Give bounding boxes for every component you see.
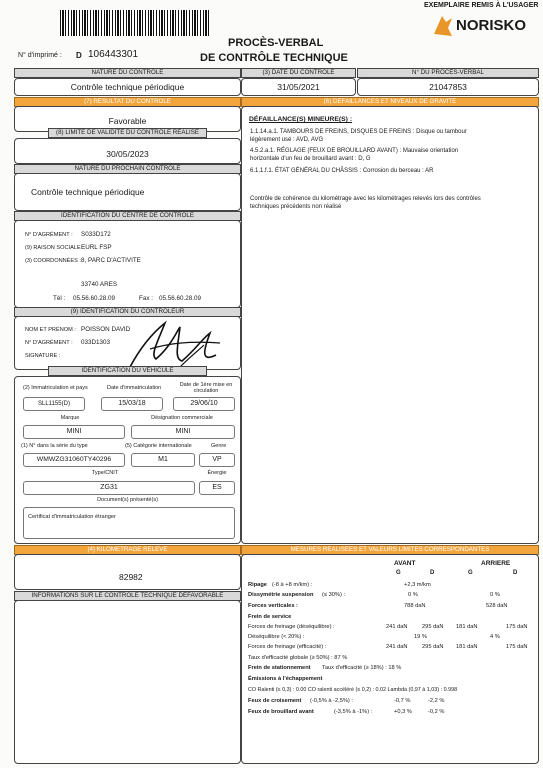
info-defav-box	[14, 600, 241, 764]
controleur-agrement-label: N° D'AGRÉMENT :	[25, 340, 73, 346]
date-first-label: Date de 1ère mise en circulation	[179, 382, 233, 394]
designation-value: MINI	[131, 425, 235, 439]
centre-coord-label: (3) COORDONNÉES :	[25, 258, 81, 264]
prochain-header: NATURE DU PROCHAIN CONTRÔLE	[14, 164, 241, 174]
documents-label: Document(s) présenté(s)	[97, 497, 158, 503]
defaillances-header: (6) DÉFAILLANCES ET NIVEAUX DE GRAVITÉ	[241, 97, 539, 107]
defaillances-title: DÉFAILLANCE(S) MINEURE(S) :	[249, 116, 353, 123]
signature-label: SIGNATURE :	[25, 353, 61, 359]
avant-g: G	[396, 570, 401, 576]
feff-ard: 175 daN	[506, 644, 528, 650]
validite-value: 30/05/2023	[106, 149, 149, 159]
brand-name: NORISKO	[456, 17, 527, 34]
deseq-label: Déséquilibre (< 20%) :	[248, 634, 305, 640]
date-controle-box	[241, 78, 356, 96]
energie-value: ES	[199, 481, 235, 495]
fdes-arg: 181 daN	[456, 624, 478, 630]
emis-row	[248, 675, 536, 683]
crois-limit: (-0,5% à -2,5%) :	[310, 698, 353, 704]
forces-avant: 788 daN	[404, 603, 426, 609]
forces-arriere: 528 daN	[486, 603, 508, 609]
resultat-value: Favorable	[108, 116, 147, 126]
taux-label: Taux d'efficacité globale (≥ 50%) : 87 %	[248, 655, 348, 661]
feff-row	[248, 643, 536, 651]
printed-letter: D	[76, 51, 82, 60]
title-line1: PROCÈS-VERBAL	[228, 37, 324, 49]
date-first-value: 29/06/10	[173, 397, 235, 411]
nature-header: NATURE DU CONTRÔLE	[14, 68, 241, 78]
defaillance-3-line1: 6.1.1.f.1. ÉTAT GÉNÉRAL DU CHÂSSIS : Corrosion du berceau : AR	[250, 168, 434, 174]
genre-value: VP	[199, 453, 235, 467]
controleur-agrement: 033D1303	[81, 339, 111, 346]
immat-value: SLL1155(D)	[23, 397, 85, 411]
centre-raison-label: (9) RAISON SOCIALE :	[25, 245, 84, 251]
feff-arg: 181 daN	[456, 644, 478, 650]
vehicule-box	[14, 376, 241, 544]
avant-d: D	[430, 570, 435, 576]
designation-label: Désignation commerciale	[151, 415, 213, 421]
centre-header: IDENTIFICATION DU CENTRE DE CONTRÔLE	[14, 211, 241, 221]
dissym-arriere: 0 %	[490, 592, 500, 598]
printed-label: N° d'imprimé :	[18, 52, 62, 59]
fdes-ard: 175 daN	[506, 624, 528, 630]
fdes-label: Forces de freinage (déséquilibre) :	[248, 624, 335, 630]
brouil-g: +0,3 %	[394, 709, 412, 715]
documents-value: Certificat d'immatriculation étranger	[28, 514, 116, 520]
genre-label: Genre	[211, 443, 227, 449]
controleur-box	[14, 316, 241, 370]
prochain-value: Contrôle technique périodique	[31, 187, 145, 197]
fdes-avg: 241 daN	[386, 624, 408, 630]
ripage-label: Ripage	[248, 582, 267, 588]
avant-label: AVANT	[394, 560, 416, 567]
validite-header: (8) LIMITE DE VALIDITÉ DU CONTRÔLE RÉALISÉ	[48, 128, 207, 138]
copy-note: EXEMPLAIRE REMIS À L'USAGER	[424, 2, 539, 9]
arriere-label: ARRIERE	[481, 560, 511, 567]
type-label: Type/CNIT	[91, 470, 119, 476]
feff-avg: 241 daN	[386, 644, 408, 650]
centre-address1: 8, PARC D'ACTIVITE	[81, 257, 141, 264]
feff-label: Forces de freinage (efficacité) :	[248, 644, 327, 650]
date-immat-label: Date d'immatriculation	[107, 385, 162, 391]
forces-label: Forces verticales :	[248, 603, 298, 609]
defaillance-1-line1: 1.1.14.a.1. TAMBOURS DE FREINS, DISQUES DE FREINS : Disque ou tambour	[250, 129, 467, 135]
pv-value: 21047853	[429, 82, 467, 92]
barcode	[60, 10, 210, 36]
dissym-avant: 0 %	[408, 592, 418, 598]
controleur-name: POISSON DAVID	[81, 326, 131, 333]
controleur-name-label: NOM ET PRÉNOM :	[25, 327, 76, 333]
crois-row	[248, 697, 536, 705]
km-value: 82982	[119, 572, 143, 582]
dissym-label: Dissymétrie suspension	[248, 592, 314, 598]
date-controle-header: (3) DATE DU CONTRÔLE	[241, 68, 356, 78]
brouil-row	[248, 708, 536, 716]
prochain-box	[14, 173, 241, 211]
norisko-logo	[432, 14, 542, 40]
taux-row	[248, 654, 536, 662]
km-box	[14, 554, 241, 590]
feff-avd: 295 daN	[422, 644, 444, 650]
crois-d: -2,2 %	[428, 698, 445, 704]
centre-agrement-label: N° D'AGRÉMENT :	[25, 232, 73, 238]
defaillances-box	[241, 106, 539, 544]
stat-row	[248, 664, 536, 672]
nature-value: Contrôle technique périodique	[70, 82, 185, 92]
centre-fax: 05.56.60.28.09	[159, 295, 202, 302]
documents-box	[23, 507, 235, 539]
centre-raison: EURL FSP	[81, 244, 112, 251]
brouil-limit: (-3,5% à -1%) :	[334, 709, 373, 715]
validite-box	[14, 138, 241, 164]
frein-row	[248, 613, 536, 621]
stat-text: Taux d'efficacité (≥ 18%) : 18 %	[322, 665, 402, 671]
signature-image	[120, 319, 240, 371]
centre-agrement: S033D172	[81, 231, 111, 238]
mesures-header: MESURES RÉALISÉES ET VALEURS LIMITES CORRESPONDANTES	[241, 545, 539, 555]
ripage-limit: (-8 à +8 m/km) :	[272, 582, 313, 588]
immat-label: (2) Immatriculation et pays	[23, 385, 88, 391]
printed-number: 106443301	[88, 49, 139, 60]
defaillance-2-line2: horizontale d'un feu de brouillard avant : D, G	[250, 156, 371, 162]
energie-label: Énergie	[207, 470, 227, 476]
vin-value: WMWZG31060TY40296	[23, 453, 125, 467]
crois-label: Feux de croisement	[248, 698, 302, 704]
arriere-d: D	[513, 570, 518, 576]
deseq-row	[248, 633, 536, 641]
brouil-label: Feux de brouillard avant	[248, 709, 314, 715]
ripage-row	[248, 581, 536, 589]
defaillance-note-line2: techniques précédents non réalisé	[250, 204, 342, 210]
ripage-value: +2,3 m/km	[404, 582, 431, 588]
marque-value: MINI	[23, 425, 125, 439]
dissym-limit: (≤ 30%) :	[322, 592, 346, 598]
nature-box	[14, 78, 241, 96]
co-row	[248, 686, 536, 694]
centre-fax-label: Fax :	[139, 295, 153, 302]
info-defav-header: INFORMATIONS SUR LE CONTRÔLE TECHNIQUE DÉFAVORABLE	[14, 591, 241, 601]
frein-label: Frein de service	[248, 614, 292, 620]
stat-label: Frein de stationnement	[248, 665, 311, 671]
marque-label: Marque	[60, 415, 80, 421]
vehicule-header: IDENTIFICATION DU VÉHICULE	[48, 366, 207, 376]
categorie-label: (5) Catégorie internationale	[125, 443, 192, 449]
defaillance-1-line2: légèrement usé : AVD, AVG	[250, 137, 324, 143]
emis-label: Émissions à l'échappement	[248, 676, 323, 682]
dissym-row	[248, 591, 536, 599]
pv-header: N° DU PROCÈS-VERBAL	[357, 68, 539, 78]
brouil-d: -0,2 %	[428, 709, 445, 715]
arriere-g: G	[468, 570, 473, 576]
deseq-avant: 19 %	[414, 634, 427, 640]
date-immat-value: 15/03/18	[101, 397, 163, 411]
categorie-value: M1	[131, 453, 195, 467]
km-header: (4) KILOMÉTRAGE RELEVÉ	[14, 545, 241, 555]
pv-box	[357, 78, 539, 96]
resultat-header: (7) RÉSULTAT DU CONTRÔLE	[14, 97, 241, 107]
deseq-arriere: 4 %	[490, 634, 500, 640]
controleur-header: (9) IDENTIFICATION DU CONTRÔLEUR	[14, 307, 241, 317]
vin-label: (1) N° dans la série du type	[21, 443, 88, 449]
defaillance-2-line1: 4.5.2.a.1. RÉGLAGE (FEUX DE BROUILLARD AVANT) : Mauvaise orientation	[250, 148, 459, 154]
centre-tel-label: Tél :	[53, 295, 66, 302]
centre-address2: 33740 ARES	[81, 281, 118, 288]
date-controle-value: 31/05/2021	[277, 82, 320, 92]
centre-box	[14, 220, 241, 308]
forces-row	[248, 602, 536, 610]
title-line2: DE CONTRÔLE TECHNIQUE	[200, 52, 348, 64]
type-value: ZG31	[23, 481, 195, 495]
centre-tel: 05.56.60.28.09	[73, 295, 116, 302]
crois-g: -0,7 %	[394, 698, 411, 704]
fdes-avd: 295 daN	[422, 624, 444, 630]
co-text: CO Ralenti (≤ 0,3) : 0.00 CO ralenti accéléré (≤ 0,2) : 0.02 Lambda (0,97 à 1,03) : 0.998	[248, 687, 458, 693]
defaillance-note-line1: Contrôle de cohérence du kilométrage avec les kilométrages relevés lors des contrôles	[250, 196, 481, 202]
fdes-row	[248, 623, 536, 631]
eagle-icon	[432, 14, 454, 38]
